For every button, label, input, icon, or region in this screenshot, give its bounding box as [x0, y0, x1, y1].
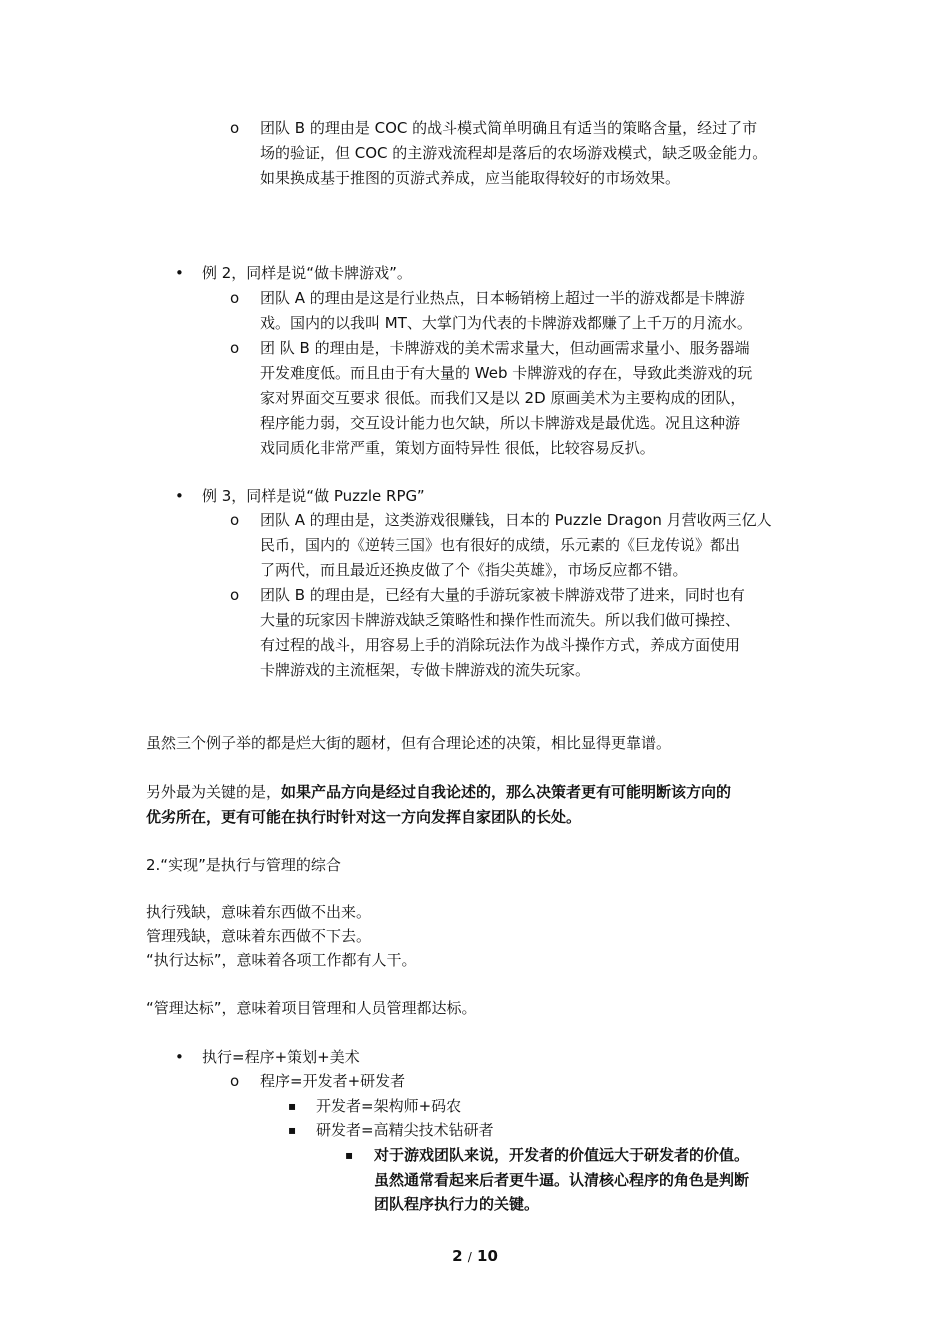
section2-heading: 2.“实现”是执行与管理的综合	[146, 856, 341, 874]
ex3-teamB-line2: 大量的玩家因卡牌游戏缺乏策略性和操作性而流失。所以我们做可操控、	[260, 611, 741, 629]
ex3-teamA-line2: 民币，国内的《逆转三国》也有很好的成绩，乐元素的《巨龙传说》都出	[260, 536, 741, 554]
exec-researcher: 研发者=高精尖技术钻研者	[316, 1121, 494, 1139]
ex1-teamB-line3: 如果换成基于推图的页游式养成，应当能取得较好的市场效果。	[260, 169, 681, 187]
ex2-teamB-line3: 家对界面交互要求 很低。而我们又是以 2D 原画美术为主要构成的团队，	[260, 389, 746, 407]
ex2-teamA-line2: 戏。国内的以我叫 MT、大掌门为代表的卡牌游戏都赚了上千万的月流水。	[260, 314, 752, 332]
ex2-teamB-line5: 戏同质化非常严重，策划方面特异性 很低，比较容易反扒。	[260, 439, 655, 457]
square-bullet-icon: ▪	[288, 1099, 297, 1113]
disc-bullet-icon: •	[175, 487, 184, 505]
key-bold-line1: 如果产品方向是经过自我论述的，那么决策者更有可能明断该方向的	[281, 783, 732, 801]
exec-note-line3: 团队程序执行力的关键。	[374, 1195, 540, 1213]
section2-p4: “管理达标”，意味着项目管理和人员管理都达标。	[146, 999, 477, 1017]
exec-note-line2: 虽然通常看起来后者更牛逼。认清核心程序的角色是判断	[374, 1171, 750, 1189]
key-bold-line2: 优劣所在，更有可能在执行时针对这一方向发挥自家团队的长处。	[146, 808, 582, 826]
circle-bullet-icon: o	[230, 119, 240, 137]
section2-p3: “执行达标”，意味着各项工作都有人干。	[146, 951, 417, 969]
key-paragraph-line1	[146, 780, 731, 805]
ex3-teamA-line3: 了两代，而且最近还换皮做了个《指尖英雄》，市场反应都不错。	[260, 561, 688, 579]
key-prefix: 另外最为关键的是，	[146, 783, 282, 801]
exec-item: 执行=程序+策划+美术	[202, 1048, 360, 1066]
disc-bullet-icon: •	[175, 1048, 184, 1066]
circle-bullet-icon: o	[230, 511, 240, 529]
page-total: 10	[477, 1247, 498, 1265]
square-bullet-icon: ▪	[288, 1123, 297, 1137]
circle-bullet-icon: o	[230, 289, 240, 307]
ex3-title: 例 3，同样是说“做 Puzzle RPG”	[202, 487, 425, 505]
ex2-teamA-line1: 团队 A 的理由是这是行业热点，日本畅销榜上超过一半的游戏都是卡牌游	[260, 289, 745, 307]
ex2-title: 例 2，同样是说“做卡牌游戏”。	[202, 264, 412, 282]
ex1-teamB-line2: 场的验证，但 COC 的主游戏流程却是落后的农场游戏模式，缺乏吸金能力。	[260, 144, 768, 162]
disc-bullet-icon: •	[175, 264, 184, 282]
circle-bullet-icon: o	[230, 586, 240, 604]
ex2-teamB-line1: 团 队 B 的理由是，卡牌游戏的美术需求量大，但动画需求量小、服务器端	[260, 339, 750, 357]
section2-p2: 管理残缺，意味着东西做不下去。	[146, 927, 372, 945]
exec-note-line1: 对于游戏团队来说，开发者的价值远大于研发者的价值。	[374, 1146, 750, 1164]
summary-paragraph: 虽然三个例子举的都是烂大街的题材，但有合理论述的决策，相比显得更靠谱。	[146, 734, 672, 752]
ex3-teamB-line4: 卡牌游戏的主流框架，专做卡牌游戏的流失玩家。	[260, 661, 591, 679]
ex2-teamB-line4: 程序能力弱，交互设计能力也欠缺，所以卡牌游戏是最优选。况且这种游	[260, 414, 741, 432]
ex3-teamB-line1: 团队 B 的理由是，已经有大量的手游玩家被卡牌游戏带了进来，同时也有	[260, 586, 745, 604]
circle-bullet-icon: o	[230, 339, 240, 357]
page-separator: /	[467, 1250, 472, 1264]
circle-bullet-icon: o	[230, 1072, 240, 1090]
ex1-teamB-line1: 团队 B 的理由是 COC 的战斗模式简单明确且有适当的策略含量，经过了市	[260, 119, 758, 137]
ex3-teamA-line1: 团队 A 的理由是，这类游戏很赚钱，日本的 Puzzle Dragon 月营收两三亿人	[260, 511, 772, 529]
ex3-teamB-line3: 有过程的战斗，用容易上手的消除玩法作为战斗操作方式，养成方面使用	[260, 636, 741, 654]
square-bullet-icon: ▪	[345, 1148, 354, 1162]
ex2-teamB-line2: 开发难度低。而且由于有大量的 Web 卡牌游戏的存在，导致此类游戏的玩	[260, 364, 753, 382]
section2-p1: 执行残缺，意味着东西做不出来。	[146, 903, 372, 921]
exec-developer: 开发者=架构师+码农	[316, 1097, 462, 1115]
page-number	[0, 1244, 950, 1270]
page-current: 2	[452, 1247, 463, 1265]
exec-program: 程序=开发者+研发者	[260, 1072, 406, 1090]
